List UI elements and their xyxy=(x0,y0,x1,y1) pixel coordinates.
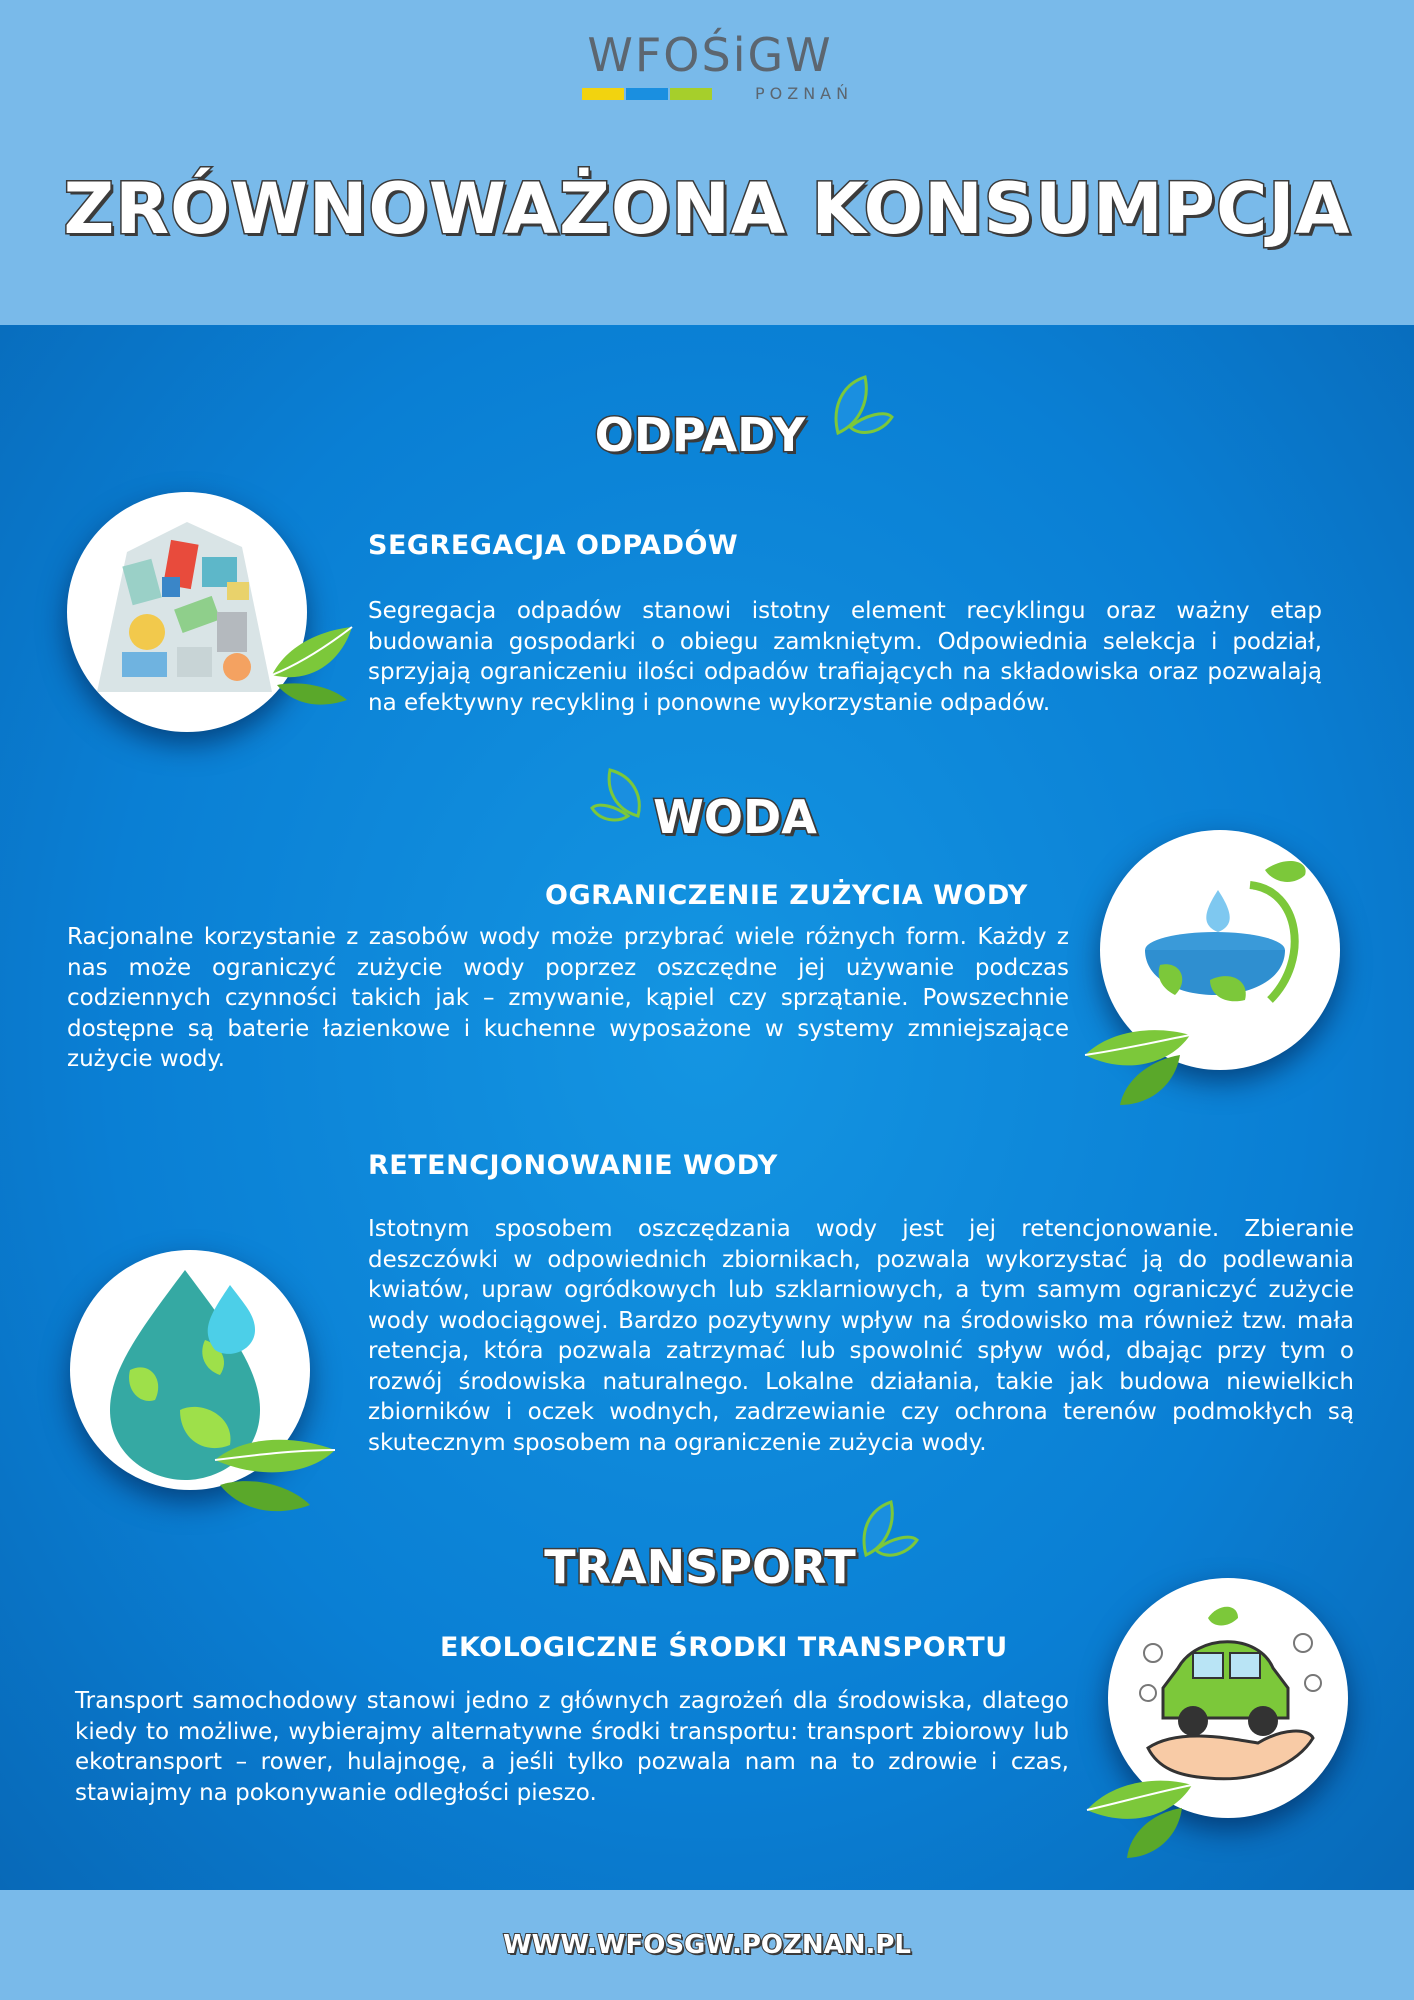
leaf-icon xyxy=(262,615,357,710)
leaf-icon xyxy=(830,375,895,440)
page-title: ZRÓWNOWAŻONA KONSUMPCJA xyxy=(63,168,1351,250)
logo-sub: POZNAŃ xyxy=(755,84,854,103)
leaf-icon xyxy=(1080,1010,1200,1110)
logo-color-bars xyxy=(582,88,752,100)
transport-paragraph: Transport samochodowy stanowi jedno z głównych zagrożeń dla środowiska, dlatego kiedy to możliwe, wybierajmy alternatywne środki transportu: transport zbiorowy lub ekotransport – rower, hulajnogę, a jeśli tylko pozwala nam na to zdrowie i czas, stawiajmy na pokonywanie odległości pieszo. xyxy=(75,1688,1069,1806)
sub-title-ekologiczne: EKOLOGICZNE ŚRODKI TRANSPORTU xyxy=(440,1632,1008,1663)
leaf-icon xyxy=(588,768,643,823)
woda-paragraph-2: Istotnym sposobem oszczędzania wody jest jej retencjonowanie. Zbieranie deszczówki w odpowiednich zbiornikach, pozwala wykorzystać ją do podlewania kwiatów, upraw ogródkowych lub szklarniowych, a tym samym ograniczyć zużycie wody wodociągowej. Bardzo pozytywny wpływ na środowisko ma również tzw. mała retencja, która pozwala zatrzymać lub spowolnić spływ wód, dbając przy tym o rozwój środowiska naturalnego. Lokalne działania, takie jak budowa niewielkich zbiorników i oczek wodnych, zadrzewianie czy ochrona terenów podmokłych są skutecznym sposobem na ograniczenie zużycia wody. xyxy=(368,1216,1354,1456)
logo xyxy=(570,28,854,108)
sub-title-retencjonowanie: RETENCJONOWANIE WODY xyxy=(368,1150,778,1181)
logo-bar-blue xyxy=(626,88,668,100)
section-title-odpady: ODPADY xyxy=(594,408,806,462)
woda-paragraph-1: Racjonalne korzystanie z zasobów wody może przybrać wiele różnych form. Każdy z nas może ograniczyć zużycie wody poprzez oszczędne jej używanie podczas codziennych czynności takich jak – zmywanie, kąpiel czy sprzątanie. Powszechnie dostępne są baterie łazienkowe i kuchenne wyposażone w systemy zmniejszające zużycie wody. xyxy=(67,924,1069,1072)
sub-title-segregacja: SEGREGACJA ODPADÓW xyxy=(368,530,739,561)
logo-bar-green xyxy=(670,88,712,100)
footer-url[interactable]: WWW.WFOSGW.POZNAN.PL xyxy=(503,1930,911,1960)
odpady-paragraph: Segregacja odpadów stanowi istotny element recyklingu oraz ważny etap budowania gospodarki o obiegu zamkniętym. Odpowiednia selekcja i podział, sprzyjają ograniczeniu ilości odpadów trafiających na składowiska oraz pozwalają na efektywny recykling i ponowne wykorzystanie odpadów. xyxy=(368,598,1322,716)
sub-title-ograniczenie: OGRANICZENIE ZUŻYCIA WODY xyxy=(545,880,1028,911)
leaf-icon xyxy=(210,1430,340,1520)
leaf-icon xyxy=(1082,1760,1202,1860)
leaf-icon xyxy=(858,1500,920,1562)
section-title-transport: TRANSPORT xyxy=(544,1540,856,1594)
section-title-woda: WODA xyxy=(653,790,817,844)
logo-bar-yellow xyxy=(582,88,624,100)
logo-name: WFOŚiGW xyxy=(587,28,833,82)
